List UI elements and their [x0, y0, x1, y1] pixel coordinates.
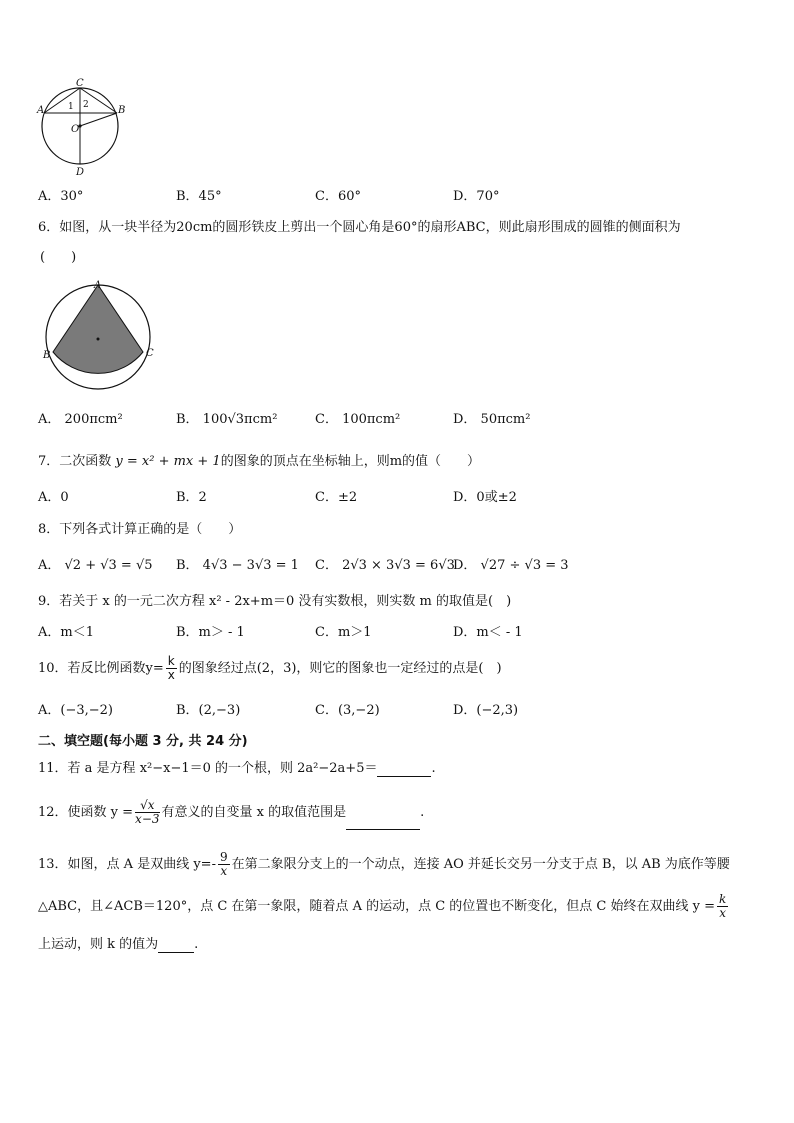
q5-line-ac: [44, 88, 80, 113]
q7-option-b: B．2: [176, 490, 207, 505]
q9-option-b: B．m＞ - 1: [176, 625, 245, 640]
q8-option-c: C． 2√3 × 3√3 = 6√3: [315, 558, 455, 573]
q6-option-c: C． 100πcm²: [315, 412, 401, 427]
q13-line1-suffix: 在第二象限分支上的一个动点，连接 AO 并延长交另一分支于点 B，以 AB 为底作等腰: [231, 857, 730, 872]
q13-line1-fraction: [218, 851, 230, 878]
q6-option-d: D． 50πcm²: [453, 412, 531, 427]
q5-option-d: D．70°: [453, 189, 500, 204]
q9-stem: 9．若关于 x 的一元二次方程 x² - 2x+m＝0 没有实数根，则实数 m 的取值是( ): [38, 594, 512, 609]
q6-center-dot: [97, 338, 100, 341]
q7-formula: y = x² + mx + 1: [115, 454, 221, 469]
q8-option-a: A． √2 + √3 = √5: [38, 558, 153, 573]
q13-line1-frac-den: x: [220, 864, 228, 878]
q13-line2-prefix: △ABC，且∠ACB＝120°，点 C 在第一象限，随着点 A 的运动，点 C 的位置也不断变化，但点 C 始终在双曲线 y =: [38, 899, 716, 914]
q10-stem-prefix: 10．若反比例函数y=: [38, 661, 164, 676]
q10-option-b: B．(2,−3): [176, 703, 241, 718]
q5-option-a: A．30°: [38, 189, 84, 204]
q6-label-c: C: [146, 348, 154, 359]
q5-label-b: B: [118, 105, 126, 116]
q13-line3-text: 上运动，则 k 的值为: [38, 937, 159, 952]
q11-stem-text: 11．若 a 是方程 x²−x−1＝0 的一个根，则 2a²−2a+5＝: [38, 761, 378, 776]
q10-option-c: C．(3,−2): [315, 703, 380, 718]
q5-label-2: 2: [83, 100, 89, 110]
q13-line1-prefix: 13．如图，点 A 是双曲线 y=-: [38, 857, 216, 872]
q5-label-d: D: [76, 167, 85, 178]
q8-option-b: B． 4√3 − 3√3 = 1: [176, 558, 299, 573]
q8-option-d: D． √27 ÷ √3 = 3: [453, 558, 569, 573]
q6-label-b: B: [43, 350, 51, 361]
q10-stem: [38, 654, 502, 684]
q12-stem: [38, 796, 424, 830]
q10-frac-num: k: [167, 654, 175, 668]
q13-line2: [38, 890, 730, 924]
q12-frac-den: x−3: [135, 812, 160, 826]
q9-option-c: C．m＞1: [315, 625, 372, 640]
q12-suffix: 有意义的自变量 x 的取值范围是: [161, 805, 347, 820]
q6-label-a: A: [94, 280, 102, 291]
q5-line-ob: [80, 113, 117, 126]
q7-option-c: C．±2: [315, 490, 358, 505]
q6-option-b: B． 100√3πcm²: [176, 412, 278, 427]
q7-stem-prefix: 7．二次函数: [38, 454, 116, 469]
q5-option-c: C．60°: [315, 189, 361, 204]
q10-option-d: D．(−2,3): [453, 703, 519, 718]
q5-option-b: B．45°: [176, 189, 222, 204]
q12-fraction: [135, 799, 159, 826]
q12-answer-blank[interactable]: [346, 817, 420, 830]
q12-end: .: [420, 805, 425, 820]
q13-end: .: [194, 937, 199, 952]
q6-stem-line1: 6．如图，从一块半径为20cm的圆形铁皮上剪出一个圆心角是60°的扇形ABC，则此扇形围成的圆锥的侧面积为: [38, 220, 681, 235]
q6-sector-figure: [40, 282, 170, 392]
q5-label-o: O: [71, 124, 80, 135]
q5-label-a: A: [37, 105, 45, 116]
q13-line2-frac-den: x: [719, 906, 727, 920]
q9-option-a: A．m＜1: [38, 625, 94, 640]
q11-answer-blank[interactable]: [377, 764, 431, 777]
q13-line1-frac-num: 9: [219, 850, 228, 864]
q13-line1: [38, 848, 730, 882]
q11-end: .: [431, 761, 436, 776]
q7-stem: [38, 454, 480, 470]
q7-option-a: A．0: [38, 490, 69, 505]
q7-stem-suffix: 的图象的顶点在坐标轴上，则m的值（ ）: [220, 454, 481, 469]
q10-option-a: A．(−3,−2): [38, 703, 113, 718]
q10-frac-den: x: [167, 668, 175, 682]
q13-line2-fraction: [717, 893, 728, 920]
q5-label-c: C: [76, 78, 84, 89]
q13-line3: [38, 937, 198, 953]
q6-stem-line2: ( ): [40, 250, 77, 265]
q7-option-d: D．0或±2: [453, 490, 517, 505]
q5-circle-figure: [38, 78, 128, 178]
q8-stem: 8．下列各式计算正确的是（ ）: [38, 522, 242, 537]
q10-stem-suffix: 的图象经过点(2，3)，则它的图象也一定经过的点是( ): [178, 661, 502, 676]
q5-label-1: 1: [68, 102, 74, 112]
q6-option-a: A． 200πcm²: [38, 412, 123, 427]
q13-answer-blank[interactable]: [158, 940, 194, 953]
section2-heading: 二、填空题(每小题 3 分, 共 24 分): [38, 734, 248, 749]
q10-fraction: [166, 655, 177, 682]
q6-sector: [53, 285, 143, 373]
q9-option-d: D．m＜ - 1: [453, 625, 523, 640]
q12-prefix: 12．使函数 y =: [38, 805, 134, 820]
q13-line2-frac-num: k: [719, 892, 727, 906]
q11-stem: [38, 761, 436, 777]
q12-frac-num: √x: [135, 799, 159, 813]
